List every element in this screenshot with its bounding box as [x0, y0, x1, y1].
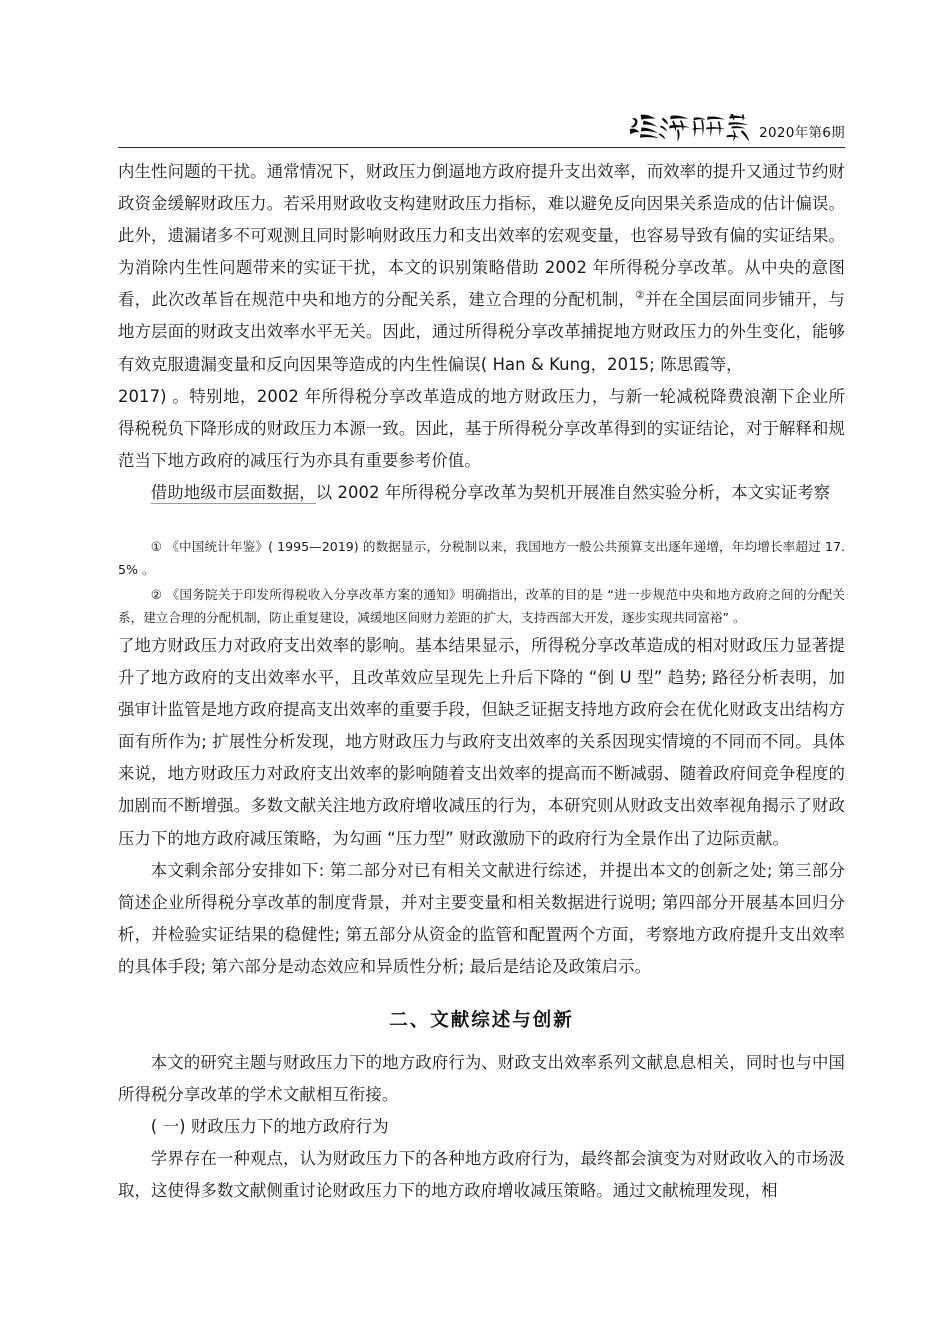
paragraph-text: 以 2002 年所得税分享改革为契机开展准自然实验分析，本文实证考察: [315, 482, 831, 502]
paragraph-continuation: [118, 156, 845, 381]
underlined-phrase: 借助地级市层面数据，: [150, 482, 316, 502]
footnote-2: ② 《国务院关于印发所得税收入分享改革方案的通知》明确指出，改革的目的是 “进一步规范中央和地方政府之间的分配关系，建立合理的分配机制，防止重复建设，减缓地区间财力差距的扩大，支持西部大开发，逐步实现共同富裕” 。: [118, 587, 845, 625]
page-header: [118, 100, 845, 148]
paragraph-text: 2017) 。特别地，2002 年所得税分享改革造成的地方财政压力，与新一轮减税降费浪潮下企业所得税税负下降形成的财政压力本源一致。因此，基于所得税分享改革得到的实证结论，对于解释和规范当下地方政府的减压行为亦具有重要参考价值。: [118, 386, 845, 470]
footnote-block: [118, 536, 845, 629]
paragraph-text-cont: 并在全国层面同步铺开，与地方层面的财政支出效率水平无关。因此，通过所得税分享改革捕捉地方财政压力的外生变化，能够有效克服遗漏变量和反向因果等造成的内生性偏误( Han & Kung，2015; 陈思霞等，: [118, 290, 845, 374]
journal-masthead: [627, 110, 845, 144]
body-text-bottom: [118, 630, 845, 1208]
paragraph-last: 学界存在一种观点，认为财政压力下的各种地方政府行为，最终都会演变为对财政收入的市场汲取，这使得多数文献侧重讨论财政压力下的地方政府增收减压策略。通过文献梳理发现，相: [118, 1149, 845, 1201]
footnote-1: ① 《中国统计年鉴》( 1995—2019) 的数据显示，分税制以来，我国地方一般公共预算支出逐年递增，年均增长率超过 17. 5% 。: [118, 539, 845, 577]
subsection-heading-1: ( 一) 财政压力下的地方政府行为: [150, 1117, 389, 1137]
paragraph-special-contribution: [118, 381, 845, 477]
body-text-top: [118, 156, 845, 509]
section-heading-2: 二、文献综述与创新: [389, 1010, 574, 1032]
paragraph-text: 内生性问题的干扰。通常情况下，财政压力倒逼地方政府提升支出效率，而效率的提升又通过节约财政资金缓解财政压力。若采用财政收支构建财政压力指标，难以避免反向因果关系造成的估计偏误。此外，遗漏诸多不可观测且同时影响财政压力和支出效率的宏观变量，也容易导致有偏的实证结果。为消除内生性问题带来的实证干扰，本文的识别策略借助 2002 年所得税分享改革。从中央的意图看，此次改革旨在规范中央和地方的分配关系，建立合理的分配机制，: [118, 162, 845, 310]
paragraph-structure: 本文剩余部分安排如下: 第二部分对已有相关文献进行综述，并提出本文的创新之处; 第三部分简述企业所得税分享改革的制度背景，并对主要变量和相关数据进行说明; 第四部分开展基本回归分析，并检验实证结果的稳健性; 第五部分从资金的监管和配置两个方面，考察地方政府提升支出效率的具体手段; 第六部分是动态效应和异质性分析; 最后是结论及政策启示。: [118, 860, 845, 976]
journal-logo-calligraphy: [627, 110, 755, 144]
footnote-marker-2: ②: [635, 289, 645, 302]
paragraph-results: 了地方财政压力对政府支出效率的影响。基本结果显示，所得税分享改革造成的相对财政压力显著提升了地方政府的支出效率水平，且改革效应呈现先上升后下降的 “倒 U 型” 趋势; 路径分析表明，加强审计监管是地方政府提高支出效率的重要手段，但缺乏证据支持地方政府会在优化财政支出结构方面有所作为; 扩展性分析发现，地方财政压力与政府支出效率的关系因现实情境的不同而不同。具体来说，地方财政压力对政府支出效率的影响随着支出效率的提高而不断减弱、随着政府间竞争程度的加剧而不断增强。多数文献关注地方政府增收减压的行为，本研究则从财政支出效率视角揭示了财政压力下的地方政府减压策略，为勾画 “压力型” 财政激励下的政府行为全景作出了边际贡献。: [118, 636, 845, 848]
issue-label: 2020年第6期: [759, 124, 845, 141]
paragraph-review-intro: 本文的研究主题与财政压力下的地方政府行为、财政支出效率系列文献息息相关，同时也与中国所得税分享改革的学术文献相互衔接。: [118, 1053, 845, 1105]
paragraph-underlined-lead: [118, 477, 845, 509]
